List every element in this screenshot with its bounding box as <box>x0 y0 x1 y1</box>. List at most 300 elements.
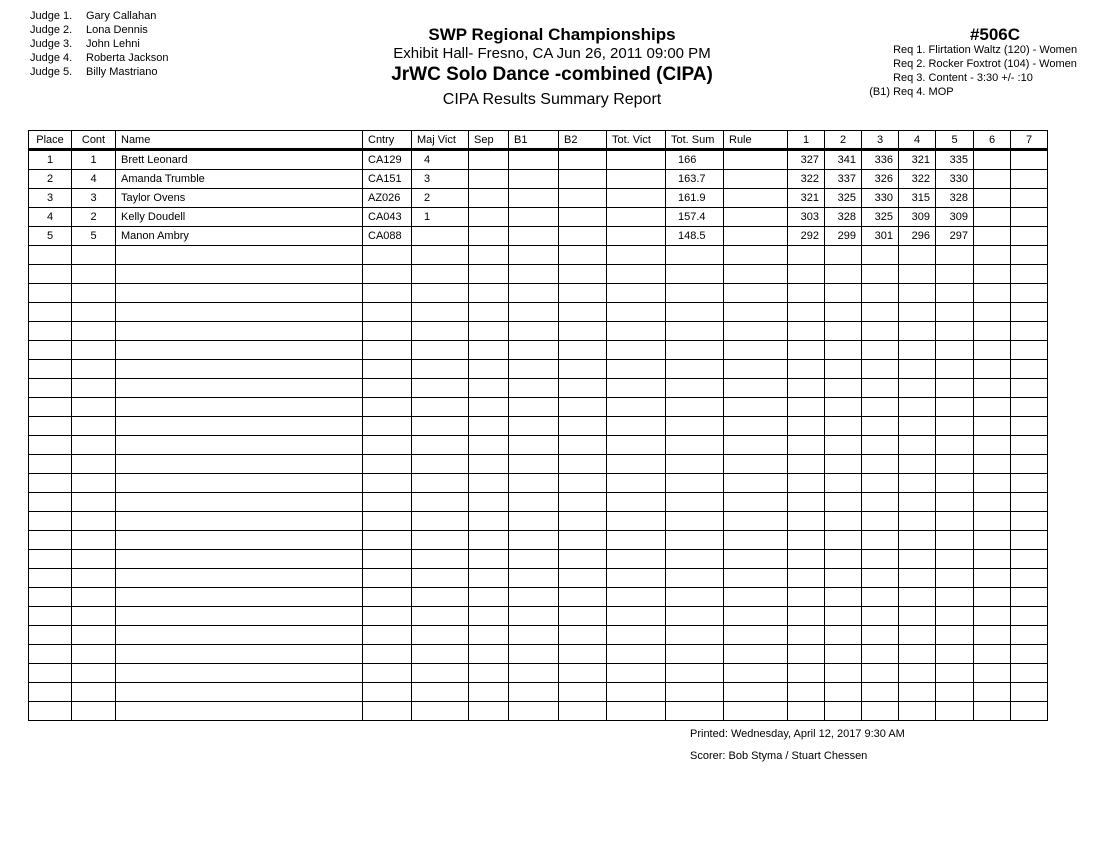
table-cell <box>116 417 363 436</box>
table-cell <box>1011 170 1048 189</box>
table-cell <box>899 455 936 474</box>
table-cell: 2 <box>412 189 469 208</box>
table-cell <box>29 360 72 379</box>
table-cell <box>412 322 469 341</box>
table-cell: AZ026 <box>363 189 412 208</box>
table-cell <box>788 702 825 721</box>
table-cell <box>1011 379 1048 398</box>
table-cell <box>559 588 607 607</box>
table-cell <box>29 379 72 398</box>
table-cell: 336 <box>862 150 899 170</box>
table-cell <box>116 702 363 721</box>
table-cell <box>559 246 607 265</box>
table-cell <box>363 702 412 721</box>
table-cell <box>412 265 469 284</box>
table-cell <box>974 379 1011 398</box>
table-cell <box>509 303 559 322</box>
table-cell <box>29 645 72 664</box>
table-cell <box>825 379 862 398</box>
table-cell <box>788 284 825 303</box>
table-cell <box>666 436 724 455</box>
table-cell <box>607 417 666 436</box>
table-cell <box>559 170 607 189</box>
table-cell <box>899 588 936 607</box>
venue-date: Exhibit Hall- Fresno, CA Jun 26, 2011 09:00 PM <box>393 45 711 62</box>
table-cell <box>825 246 862 265</box>
table-cell: 330 <box>862 189 899 208</box>
table-cell <box>825 607 862 626</box>
table-cell <box>72 455 116 474</box>
table-cell <box>607 645 666 664</box>
table-cell <box>936 436 974 455</box>
table-cell <box>72 322 116 341</box>
table-cell: 5 <box>72 227 116 246</box>
table-cell <box>666 303 724 322</box>
column-header: 4 <box>899 131 936 150</box>
table-cell <box>899 569 936 588</box>
table-cell <box>116 322 363 341</box>
table-cell <box>899 607 936 626</box>
table-cell <box>936 322 974 341</box>
table-cell <box>788 436 825 455</box>
table-cell <box>666 550 724 569</box>
table-cell <box>862 645 899 664</box>
table-cell <box>1011 683 1048 702</box>
table-cell <box>72 550 116 569</box>
table-cell <box>1011 455 1048 474</box>
table-cell <box>724 379 788 398</box>
table-cell <box>724 588 788 607</box>
table-cell <box>607 284 666 303</box>
judge-name: Roberta Jackson <box>86 52 169 64</box>
table-cell <box>825 569 862 588</box>
table-cell <box>788 664 825 683</box>
table-cell <box>936 379 974 398</box>
table-cell <box>974 417 1011 436</box>
column-header: 6 <box>974 131 1011 150</box>
table-cell <box>666 246 724 265</box>
table-cell: 2 <box>72 208 116 227</box>
table-cell <box>1011 626 1048 645</box>
table-cell: 309 <box>936 208 974 227</box>
table-cell <box>72 645 116 664</box>
table-cell <box>72 493 116 512</box>
table-cell <box>469 417 509 436</box>
table-cell <box>469 607 509 626</box>
table-cell <box>788 626 825 645</box>
table-cell <box>666 341 724 360</box>
table-cell <box>974 265 1011 284</box>
table-cell <box>509 702 559 721</box>
table-cell <box>412 607 469 626</box>
table-cell <box>412 531 469 550</box>
table-cell <box>1011 645 1048 664</box>
table-cell <box>724 265 788 284</box>
table-cell <box>666 455 724 474</box>
table-cell: Amanda Trumble <box>116 170 363 189</box>
table-cell <box>666 588 724 607</box>
table-cell <box>862 360 899 379</box>
empty-row <box>29 455 1048 474</box>
table-cell <box>1011 284 1048 303</box>
table-cell: CA043 <box>363 208 412 227</box>
table-cell <box>607 227 666 246</box>
table-cell <box>788 550 825 569</box>
table-cell <box>469 626 509 645</box>
table-cell: 4 <box>72 170 116 189</box>
table-cell <box>559 360 607 379</box>
column-header: 3 <box>862 131 899 150</box>
table-cell <box>559 379 607 398</box>
table-cell <box>363 626 412 645</box>
table-cell <box>509 360 559 379</box>
table-cell <box>509 417 559 436</box>
table-cell <box>116 303 363 322</box>
table-cell: 299 <box>825 227 862 246</box>
table-cell: CA151 <box>363 170 412 189</box>
table-cell <box>412 569 469 588</box>
table-cell <box>509 664 559 683</box>
table-cell <box>788 360 825 379</box>
scorer: Scorer: Bob Styma / Stuart Chessen <box>690 750 868 762</box>
table-cell <box>29 702 72 721</box>
table-cell: 1 <box>412 208 469 227</box>
table-cell <box>936 455 974 474</box>
table-cell <box>29 398 72 417</box>
requirement-prefix: (B1) <box>869 86 890 98</box>
table-cell <box>825 531 862 550</box>
table-cell <box>899 379 936 398</box>
table-cell <box>936 569 974 588</box>
table-cell: Kelly Doudell <box>116 208 363 227</box>
table-cell <box>666 417 724 436</box>
table-cell <box>862 284 899 303</box>
table-cell <box>974 455 1011 474</box>
table-cell <box>509 341 559 360</box>
table-cell <box>825 398 862 417</box>
table-cell <box>363 664 412 683</box>
table-cell <box>862 664 899 683</box>
requirement-label: Req 3. <box>893 72 926 84</box>
table-cell: 3 <box>72 189 116 208</box>
table-cell <box>936 474 974 493</box>
table-cell <box>974 512 1011 531</box>
table-cell <box>974 683 1011 702</box>
table-cell <box>72 607 116 626</box>
table-cell <box>724 569 788 588</box>
table-cell <box>899 436 936 455</box>
table-cell <box>788 531 825 550</box>
table-cell <box>936 645 974 664</box>
table-cell <box>825 702 862 721</box>
table-cell <box>412 626 469 645</box>
requirement-label: Req 4. <box>893 86 926 98</box>
empty-row <box>29 417 1048 436</box>
table-cell <box>116 683 363 702</box>
table-cell <box>116 493 363 512</box>
table-cell <box>72 512 116 531</box>
table-cell <box>936 550 974 569</box>
table-cell <box>899 341 936 360</box>
table-cell <box>974 398 1011 417</box>
table-cell <box>509 227 559 246</box>
table-cell <box>862 246 899 265</box>
table-cell <box>607 569 666 588</box>
table-cell <box>974 607 1011 626</box>
table-cell <box>509 626 559 645</box>
table-cell <box>899 702 936 721</box>
table-cell: 303 <box>788 208 825 227</box>
table-cell <box>607 664 666 683</box>
table-cell: 327 <box>788 150 825 170</box>
table-cell <box>825 360 862 379</box>
table-cell <box>29 664 72 683</box>
table-cell <box>559 455 607 474</box>
table-cell <box>29 474 72 493</box>
table-cell <box>116 265 363 284</box>
table-cell: 309 <box>899 208 936 227</box>
requirement-entry <box>850 85 1077 99</box>
table-cell <box>29 455 72 474</box>
table-cell <box>974 569 1011 588</box>
table-cell <box>607 189 666 208</box>
table-cell: 321 <box>899 150 936 170</box>
table-cell <box>509 246 559 265</box>
table-cell <box>666 702 724 721</box>
table-cell <box>825 493 862 512</box>
table-cell <box>559 702 607 721</box>
table-cell <box>559 512 607 531</box>
table-cell <box>666 398 724 417</box>
table-cell <box>974 150 1011 170</box>
table-cell <box>509 607 559 626</box>
table-cell <box>788 607 825 626</box>
empty-row <box>29 683 1048 702</box>
table-cell <box>862 550 899 569</box>
table-cell <box>116 569 363 588</box>
table-cell <box>469 398 509 417</box>
table-cell <box>29 683 72 702</box>
table-cell <box>862 531 899 550</box>
table-cell <box>509 398 559 417</box>
table-cell <box>509 531 559 550</box>
requirement-label: Req 1. <box>893 44 926 56</box>
table-cell <box>1011 569 1048 588</box>
table-cell <box>1011 417 1048 436</box>
table-cell <box>899 360 936 379</box>
printed-date: Printed: Wednesday, April 12, 2017 9:30 AM <box>690 728 905 740</box>
table-cell <box>412 284 469 303</box>
table-cell: 3 <box>29 189 72 208</box>
table-cell <box>412 474 469 493</box>
table-cell <box>72 626 116 645</box>
table-cell <box>974 208 1011 227</box>
table-cell <box>509 265 559 284</box>
table-cell: 301 <box>862 227 899 246</box>
table-cell <box>607 626 666 645</box>
judge-name: John Lehni <box>86 38 140 50</box>
table-cell <box>363 569 412 588</box>
table-cell: CA129 <box>363 150 412 170</box>
table-cell <box>724 341 788 360</box>
table-cell <box>559 303 607 322</box>
table-cell <box>788 645 825 664</box>
column-header: B1 <box>509 131 559 150</box>
column-header: Tot. Vict <box>607 131 666 150</box>
table-cell <box>862 322 899 341</box>
table-cell <box>559 531 607 550</box>
judge-entry <box>30 65 169 79</box>
judge-name: Gary Callahan <box>86 10 157 22</box>
empty-row <box>29 645 1048 664</box>
table-cell <box>724 170 788 189</box>
table-cell <box>788 493 825 512</box>
table-cell <box>1011 436 1048 455</box>
judge-entry <box>30 9 169 23</box>
table-cell <box>899 645 936 664</box>
table-cell <box>559 284 607 303</box>
column-header: Cntry <box>363 131 412 150</box>
table-cell <box>899 683 936 702</box>
table-cell <box>469 170 509 189</box>
table-cell <box>1011 664 1048 683</box>
table-cell <box>974 626 1011 645</box>
table-cell <box>29 550 72 569</box>
empty-row <box>29 303 1048 322</box>
table-cell <box>862 474 899 493</box>
table-cell <box>974 702 1011 721</box>
table-cell <box>936 607 974 626</box>
column-header: Maj Vict <box>412 131 469 150</box>
table-cell <box>363 417 412 436</box>
table-cell <box>412 664 469 683</box>
table-cell <box>469 322 509 341</box>
table-cell <box>509 170 559 189</box>
table-cell <box>29 322 72 341</box>
table-cell <box>412 303 469 322</box>
table-cell <box>666 645 724 664</box>
table-cell <box>363 645 412 664</box>
table-cell <box>72 436 116 455</box>
table-cell <box>509 322 559 341</box>
table-cell <box>899 246 936 265</box>
table-cell <box>666 607 724 626</box>
table-cell <box>607 322 666 341</box>
judge-entry <box>30 51 169 65</box>
table-cell: 1 <box>29 150 72 170</box>
table-cell <box>412 436 469 455</box>
table-cell <box>607 550 666 569</box>
table-cell: 328 <box>825 208 862 227</box>
table-cell <box>363 303 412 322</box>
judge-label: Judge 2. <box>30 24 73 36</box>
table-cell <box>788 683 825 702</box>
table-cell <box>825 588 862 607</box>
table-cell <box>1011 474 1048 493</box>
table-cell <box>936 588 974 607</box>
table-cell <box>509 474 559 493</box>
table-cell <box>862 398 899 417</box>
table-cell <box>936 493 974 512</box>
table-header-row <box>29 131 1048 150</box>
table-cell <box>469 550 509 569</box>
table-cell <box>1011 189 1048 208</box>
empty-row <box>29 626 1048 645</box>
table-cell <box>666 493 724 512</box>
table-cell <box>862 683 899 702</box>
table-cell <box>116 360 363 379</box>
table-cell <box>607 360 666 379</box>
table-cell <box>412 341 469 360</box>
table-cell <box>666 322 724 341</box>
table-cell <box>974 170 1011 189</box>
table-cell <box>72 702 116 721</box>
table-cell <box>509 284 559 303</box>
table-cell <box>974 322 1011 341</box>
table-cell <box>862 341 899 360</box>
table-cell <box>509 493 559 512</box>
table-cell <box>788 265 825 284</box>
table-cell <box>1011 322 1048 341</box>
table-cell <box>559 265 607 284</box>
table-cell <box>1011 265 1048 284</box>
judge-name: Billy Mastriano <box>86 66 158 78</box>
table-cell <box>607 683 666 702</box>
table-cell <box>825 341 862 360</box>
judges-list <box>30 9 169 79</box>
table-cell <box>559 436 607 455</box>
empty-row <box>29 607 1048 626</box>
table-cell <box>72 398 116 417</box>
table-cell <box>899 284 936 303</box>
table-cell <box>509 569 559 588</box>
table-cell <box>72 417 116 436</box>
table-cell <box>607 436 666 455</box>
table-cell <box>862 379 899 398</box>
table-cell <box>469 683 509 702</box>
competition-title: SWP Regional Championships <box>428 25 676 44</box>
table-cell <box>666 474 724 493</box>
table-cell <box>724 208 788 227</box>
table-cell <box>412 588 469 607</box>
table-cell <box>29 512 72 531</box>
requirement-text: Flirtation Waltz (120) - Women <box>928 44 1078 56</box>
table-cell <box>1011 303 1048 322</box>
table-cell <box>974 531 1011 550</box>
table-cell <box>1011 512 1048 531</box>
table-cell <box>363 607 412 626</box>
empty-row <box>29 360 1048 379</box>
table-cell <box>72 474 116 493</box>
table-cell <box>29 265 72 284</box>
table-cell <box>469 265 509 284</box>
column-header: Tot. Sum <box>666 131 724 150</box>
table-cell <box>469 303 509 322</box>
table-cell <box>607 607 666 626</box>
table-cell <box>724 645 788 664</box>
table-cell <box>469 227 509 246</box>
table-cell <box>607 246 666 265</box>
table-cell <box>363 493 412 512</box>
table-cell <box>509 683 559 702</box>
judge-label: Judge 3. <box>30 38 73 50</box>
table-cell <box>72 683 116 702</box>
table-cell <box>936 303 974 322</box>
table-cell <box>936 398 974 417</box>
table-cell: 2 <box>29 170 72 189</box>
table-cell <box>559 550 607 569</box>
table-cell: 325 <box>825 189 862 208</box>
